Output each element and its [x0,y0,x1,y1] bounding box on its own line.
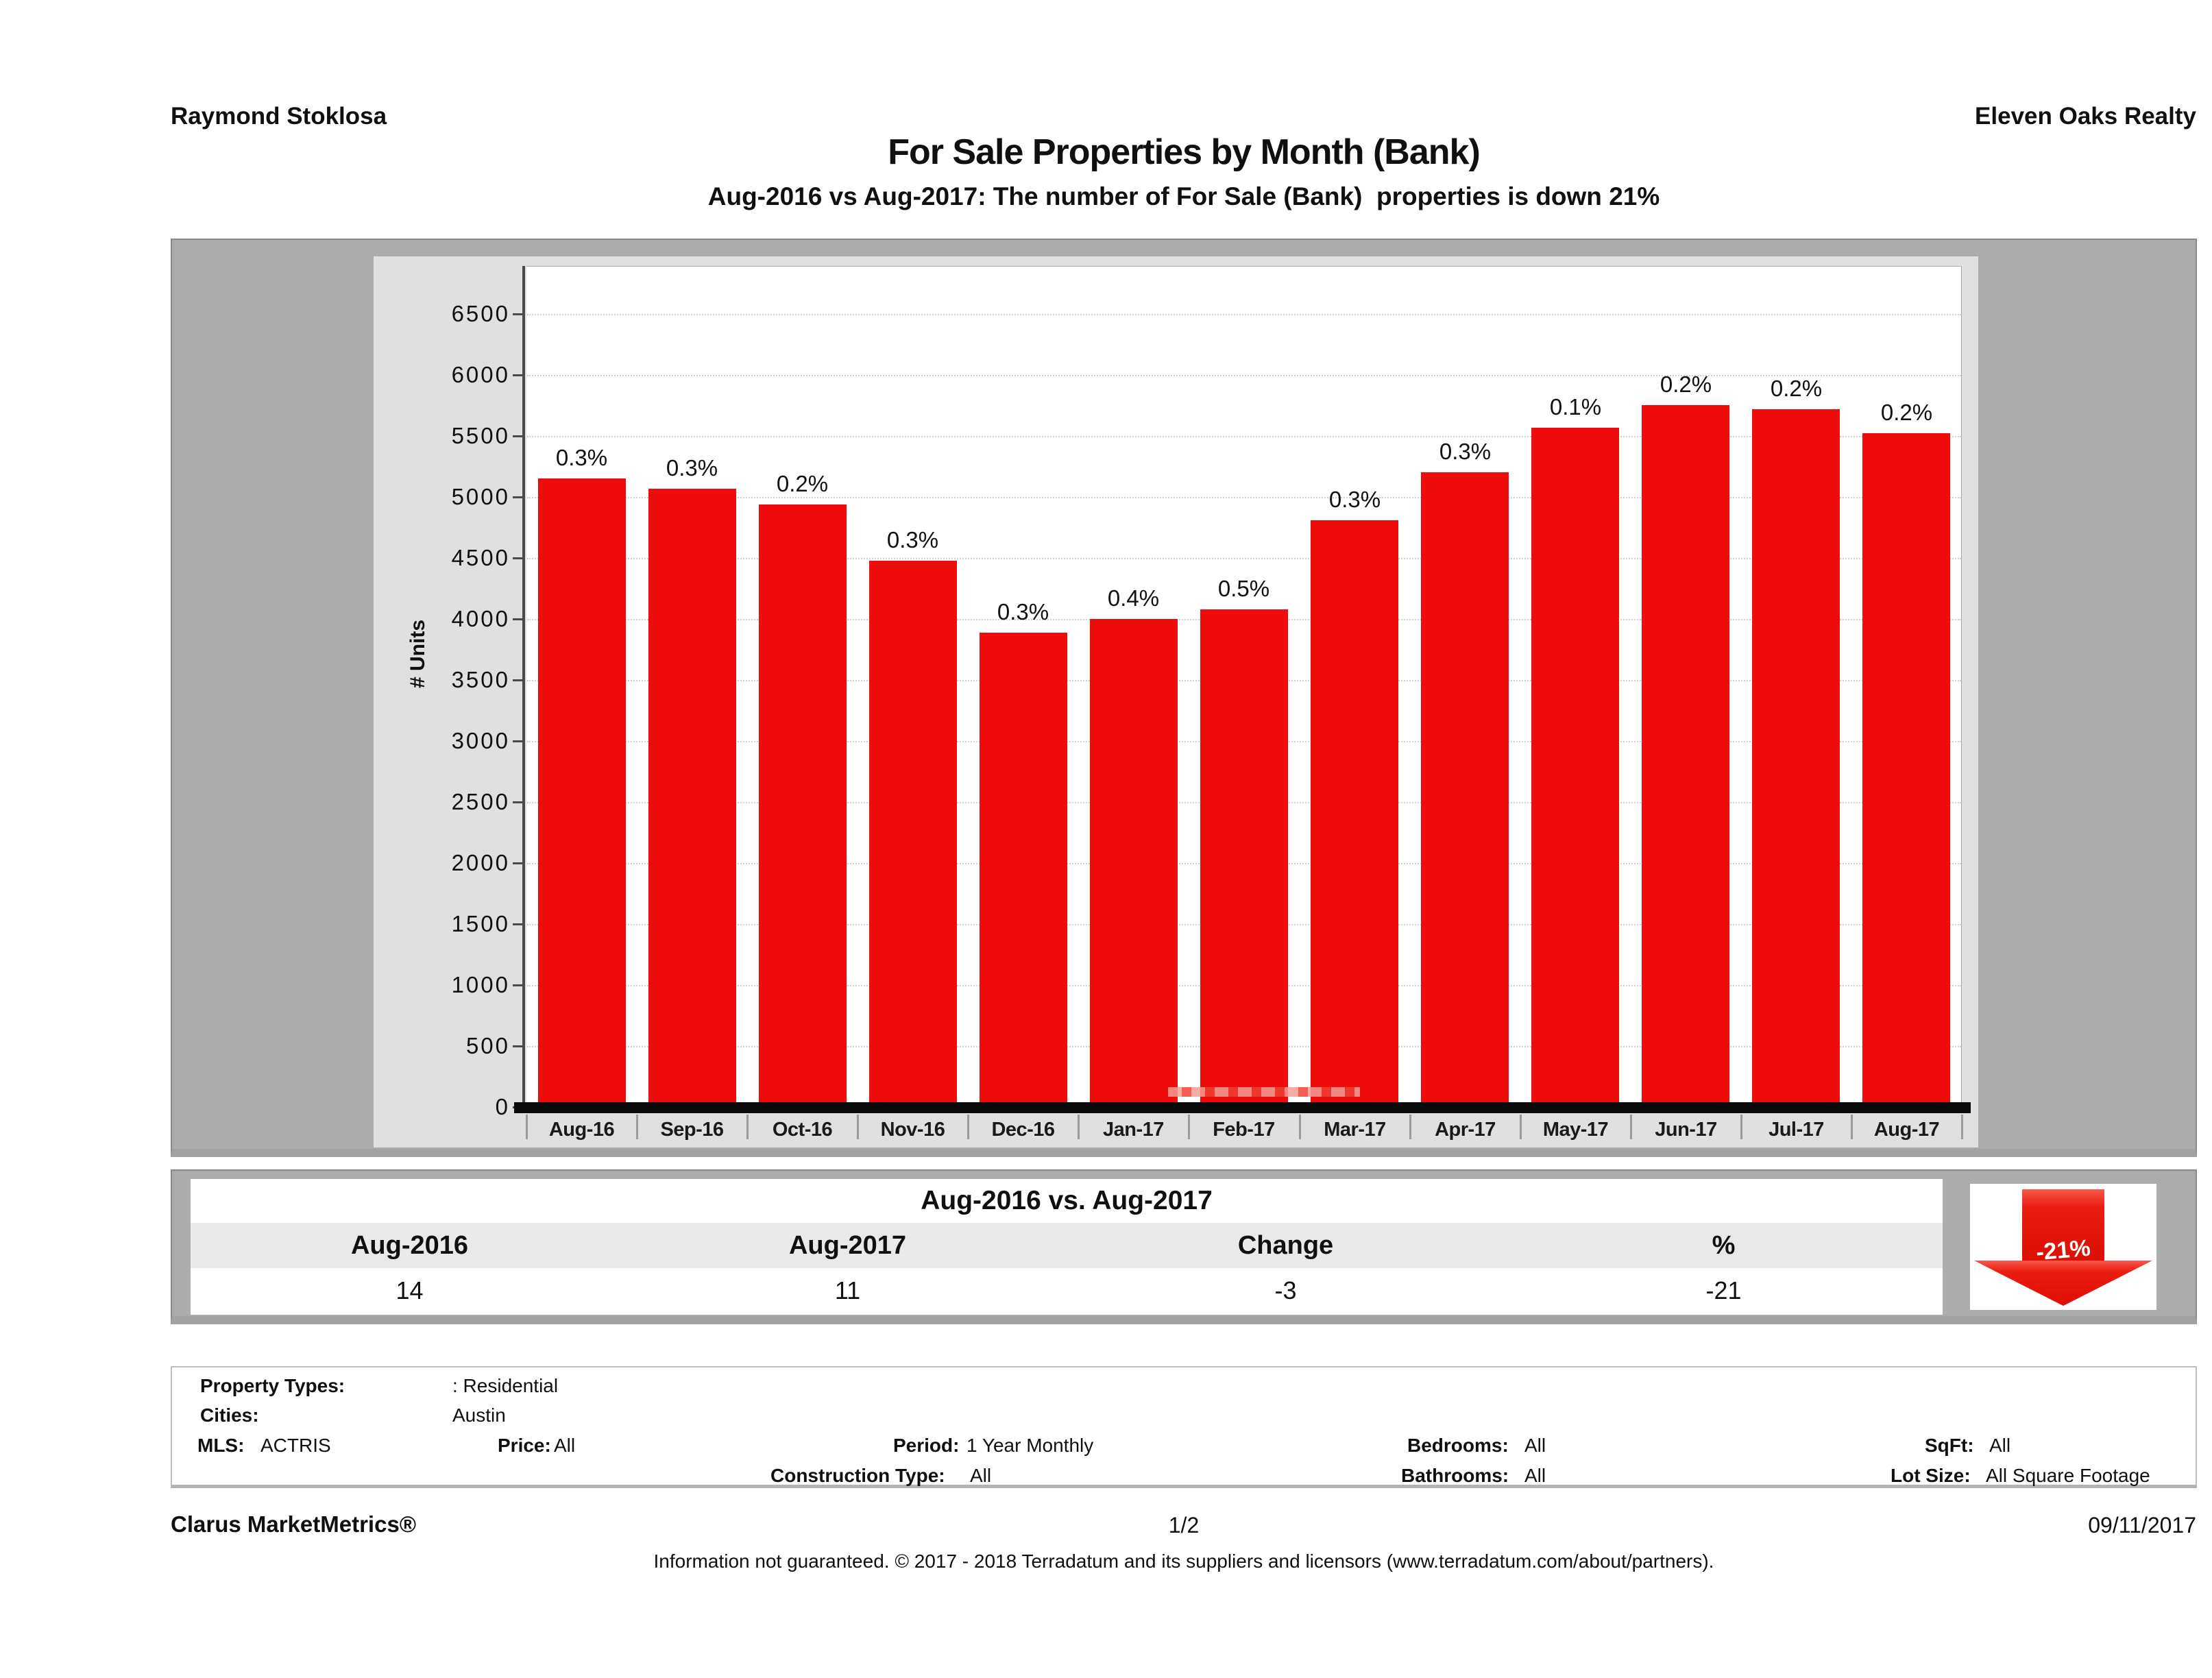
y-axis-tick-6500 [513,313,524,315]
param-value-period: 1 Year Monthly [967,1435,1094,1456]
y-axis-tick-2500 [513,801,524,803]
feb-bar-artifact [1168,1087,1360,1097]
trend-arrow-label: -21% [2034,1235,2092,1266]
bar-chart [374,256,1978,1147]
comparison-table-title: Aug-2016 vs. Aug-2017 [921,1186,1213,1215]
trend-arrow-box [1970,1184,2156,1310]
table-header-Change: Change [1237,1231,1334,1260]
table-header-Aug-2017: Aug-2017 [788,1231,907,1260]
param-value-bedrooms: All [1524,1435,1546,1456]
param-value-cities: Austin [452,1405,506,1426]
bar-value-label-Jun-17: 0.2% [1660,372,1712,397]
x-axis-separator-9 [1520,1115,1522,1139]
y-axis-tick-label-6500: 6500 [451,301,510,326]
param-label-price: Price: [498,1435,551,1456]
bar-value-label-Sep-16: 0.3% [666,455,718,481]
x-axis-line [514,1102,1971,1113]
y-axis-tick-3000 [513,740,524,742]
comparison-table [191,1179,1943,1315]
y-axis-tick-label-2000: 2000 [451,850,510,875]
y-axis-tick-label-5500: 5500 [451,423,510,448]
bar-value-label-Jan-17: 0.4% [1107,585,1160,611]
y-axis-tick-label-500: 500 [465,1033,510,1058]
x-axis-label-Oct-16: Oct-16 [772,1119,833,1141]
bar-value-label-Dec-16: 0.3% [997,599,1049,624]
y-axis-tick-label-0: 0 [495,1094,510,1119]
y-axis-tick-6000 [513,374,524,376]
bar-Mar-17 [1311,520,1398,1102]
report-parameters [171,1366,2197,1488]
y-axis-tick-5500 [513,435,524,437]
chart-container [171,239,2197,1157]
gridline-5000 [527,497,1961,498]
bar-May-17 [1531,428,1619,1102]
bar-Jun-17 [1642,405,1729,1102]
x-axis-label-Apr-17: Apr-17 [1435,1119,1496,1141]
bar-value-label-Jul-17: 0.2% [1770,376,1823,401]
param-label-cities: Cities: [200,1405,259,1426]
table-header-%: % [1712,1231,1736,1260]
comparison-table-value-row [191,1268,1943,1313]
x-axis-separator-2 [746,1115,749,1139]
param-label-period: Period: [893,1435,960,1456]
param-label-bathrooms: Bathrooms: [1401,1465,1509,1486]
table-value-%: -21 [1705,1276,1742,1304]
disclaimer: Information not guaranteed. © 2017 - 2018 Terradatum and its suppliers and licensors (www.terradatum.com/about/partners). [653,1551,1714,1572]
x-axis-separator-1 [636,1115,638,1139]
param-value-bathrooms: All [1524,1465,1546,1486]
x-axis-separator-10 [1630,1115,1632,1139]
x-axis-separator-7 [1299,1115,1301,1139]
param-label-bedrooms: Bedrooms: [1407,1435,1509,1456]
param-value-mls: ACTRIS [260,1435,331,1456]
x-axis-label-Dec-16: Dec-16 [991,1119,1055,1141]
y-axis-tick-500 [513,1045,524,1047]
bar-Dec-16 [980,633,1067,1102]
param-value-lot_size: All Square Footage [1986,1465,2150,1486]
company-name: Eleven Oaks Realty [1975,103,2196,130]
bar-value-label-Oct-16: 0.2% [776,471,829,496]
bar-value-label-Feb-17: 0.5% [1217,576,1270,601]
table-value-Aug-2017: 11 [834,1276,861,1304]
param-label-construction_type: Construction Type: [770,1465,945,1486]
x-axis-separator-13 [1961,1115,1963,1139]
y-axis-tick-1000 [513,984,524,986]
x-axis-separator-0 [526,1115,528,1139]
page-subtitle: Aug-2016 vs Aug-2017: The number of For Sale (Bank) properties is down 21% [707,182,1660,210]
x-axis-separator-5 [1078,1115,1080,1139]
x-axis-separator-3 [857,1115,859,1139]
y-axis-tick-label-6000: 6000 [451,362,510,387]
bar-value-label-May-17: 0.1% [1549,394,1602,420]
bar-Jul-17 [1752,409,1840,1102]
param-label-mls: MLS: [197,1435,245,1456]
product-brand: Clarus MarketMetrics® [171,1511,417,1537]
bar-Nov-16 [869,561,957,1102]
param-value-price: All [554,1435,576,1456]
param-value-sqft: All [1989,1435,2011,1456]
comparison-table-container [171,1169,2197,1324]
param-value-construction_type: All [970,1465,992,1486]
page-title: For Sale Properties by Month (Bank) [888,132,1480,172]
y-axis-tick-label-4500: 4500 [451,545,510,570]
y-axis-tick-label-1500: 1500 [451,911,510,936]
param-value-property_types: : Residential [452,1375,559,1396]
bar-Feb-17 [1200,609,1288,1102]
y-axis-tick-label-3000: 3000 [451,728,510,753]
bar-value-label-Apr-17: 0.3% [1439,439,1492,464]
report-date: 09/11/2017 [2088,1513,2196,1537]
x-axis-separator-11 [1740,1115,1742,1139]
bar-Jan-17 [1090,619,1178,1102]
y-axis-tick-label-4000: 4000 [451,606,510,631]
y-axis-tick-4000 [513,618,524,620]
x-axis-label-Feb-17: Feb-17 [1213,1119,1275,1141]
comparison-table-header-row [191,1223,1943,1268]
bar-value-label-Aug-16: 0.3% [555,445,608,470]
y-axis-tick-4500 [513,557,524,559]
x-axis-label-Jul-17: Jul-17 [1769,1119,1824,1141]
x-axis-separator-4 [967,1115,969,1139]
table-value-Change: -3 [1274,1276,1297,1304]
x-axis-label-Jan-17: Jan-17 [1103,1119,1164,1141]
x-axis-label-Jun-17: Jun-17 [1655,1119,1717,1141]
x-axis-label-Mar-17: Mar-17 [1324,1119,1386,1141]
y-axis-title: # Units [406,619,429,689]
param-label-property_types: Property Types: [200,1375,345,1396]
table-header-Aug-2016: Aug-2016 [350,1231,469,1260]
x-axis-label-Aug-17: Aug-17 [1873,1119,1940,1141]
bar-value-label-Aug-17: 0.2% [1880,400,1933,425]
y-axis-tick-label-1000: 1000 [451,972,510,997]
x-axis-label-Aug-16: Aug-16 [548,1119,615,1141]
gridline-6500 [527,314,1961,315]
param-label-sqft: SqFt: [1925,1435,1974,1456]
bar-Apr-17 [1421,472,1509,1102]
bar-Sep-16 [648,489,736,1102]
gridline-4500 [527,558,1961,559]
x-axis-label-Sep-16: Sep-16 [660,1119,724,1141]
y-axis-tick-label-5000: 5000 [451,484,510,509]
x-axis-label-May-17: May-17 [1542,1119,1609,1141]
bar-value-label-Mar-17: 0.3% [1328,487,1381,512]
y-axis-line [522,266,525,1102]
y-axis-tick-label-3500: 3500 [451,667,510,692]
page-indicator: 1/2 [1168,1513,1200,1537]
y-axis-tick-3500 [513,679,524,681]
x-axis-separator-6 [1188,1115,1190,1139]
x-axis-label-Nov-16: Nov-16 [880,1119,945,1141]
y-axis-tick-label-2500: 2500 [451,789,510,814]
bar-Aug-17 [1862,433,1950,1102]
x-axis-separator-8 [1409,1115,1411,1139]
y-axis-tick-2000 [513,862,524,864]
bar-value-label-Nov-16: 0.3% [886,527,939,552]
y-axis-tick-5000 [513,496,524,498]
agent-name: Raymond Stoklosa [171,103,387,130]
table-value-Aug-2016: 14 [396,1276,424,1304]
gridline-5500 [527,436,1961,437]
bar-Aug-16 [538,478,626,1102]
param-label-lot_size: Lot Size: [1891,1465,1971,1486]
x-axis-separator-12 [1851,1115,1853,1139]
y-axis-tick-1500 [513,923,524,925]
bar-Oct-16 [759,504,847,1102]
